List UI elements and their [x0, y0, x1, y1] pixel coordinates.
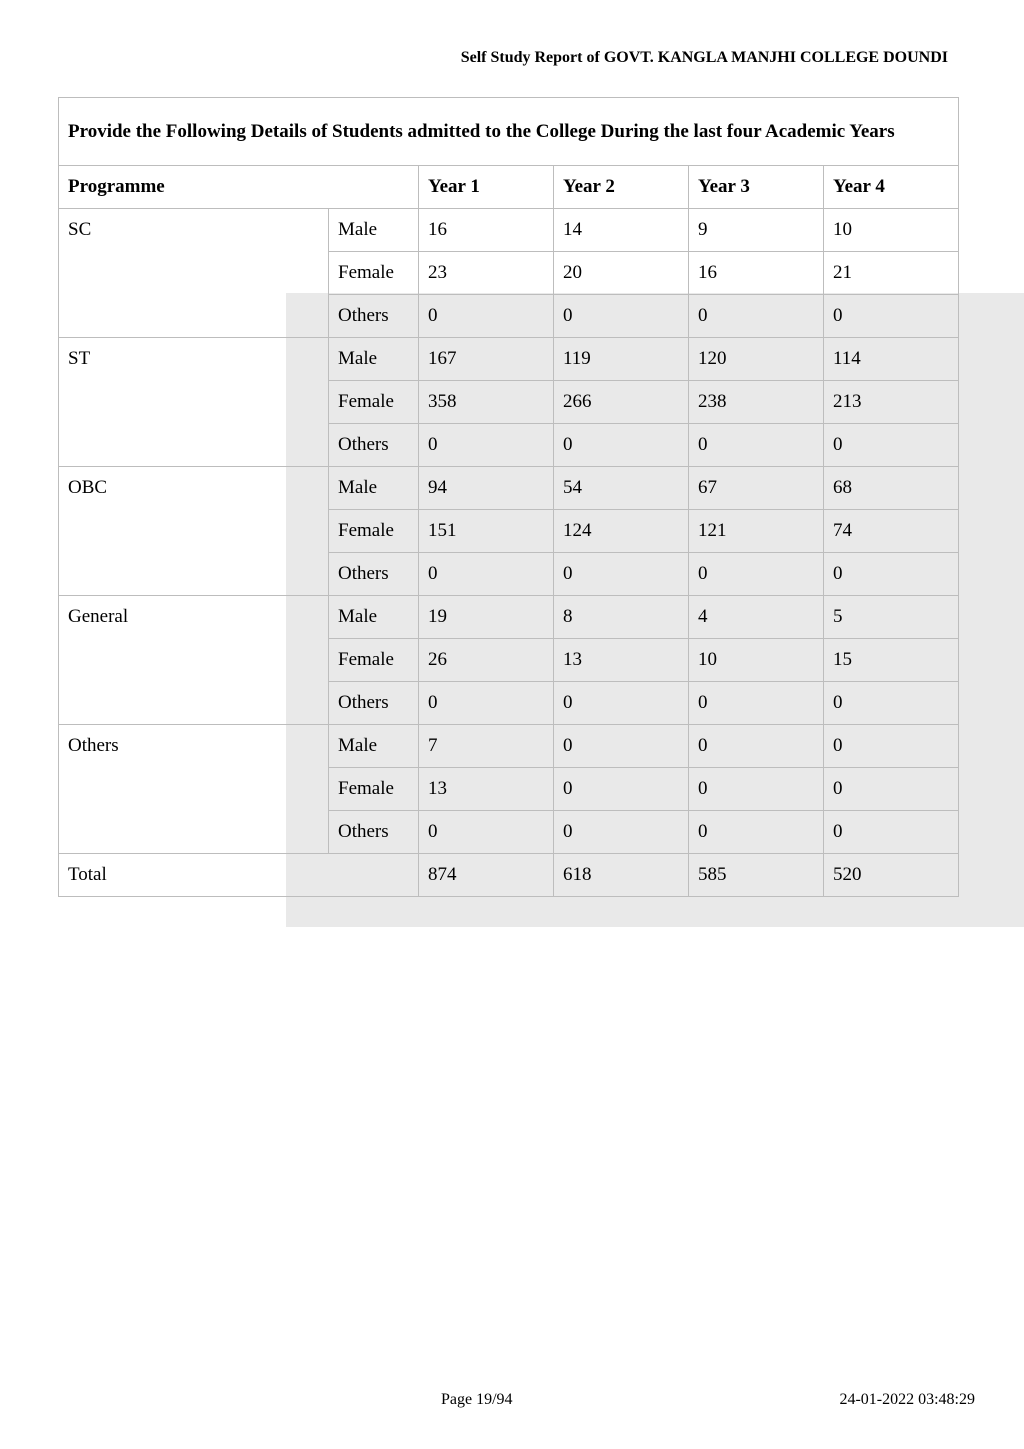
value-cell: 114: [824, 338, 959, 381]
value-cell: 0: [689, 811, 824, 854]
value-cell: 15: [824, 639, 959, 682]
header-year-2: Year 2: [554, 166, 689, 209]
value-cell: 7: [419, 725, 554, 768]
value-cell: 0: [689, 682, 824, 725]
value-cell: 54: [554, 467, 689, 510]
value-cell: 94: [419, 467, 554, 510]
value-cell: 26: [419, 639, 554, 682]
value-cell: 119: [554, 338, 689, 381]
value-cell: 10: [824, 209, 959, 252]
value-cell: 13: [554, 639, 689, 682]
report-header: Self Study Report of GOVT. KANGLA MANJHI COLLEGE DOUNDI: [460, 49, 948, 66]
total-value-cell: 874: [419, 854, 554, 897]
value-cell: 16: [689, 252, 824, 295]
category-cell: OBC: [59, 467, 329, 596]
gender-cell: Male: [329, 596, 419, 639]
value-cell: 0: [824, 295, 959, 338]
value-cell: 23: [419, 252, 554, 295]
gender-cell: Female: [329, 381, 419, 424]
page-number: Page 19/94: [441, 1391, 513, 1408]
table-header-row: [59, 166, 959, 209]
generated-datetime: 24-01-2022 03:48:29: [839, 1391, 975, 1408]
header-year-1: Year 1: [419, 166, 554, 209]
value-cell: 0: [689, 295, 824, 338]
category-cell: ST: [59, 338, 329, 467]
header-year-4: Year 4: [824, 166, 959, 209]
table-title: Provide the Following Details of Students admitted to the College During the last four Academic Years: [59, 98, 959, 166]
value-cell: 5: [824, 596, 959, 639]
value-cell: 0: [824, 682, 959, 725]
value-cell: 4: [689, 596, 824, 639]
value-cell: 16: [419, 209, 554, 252]
value-cell: 0: [419, 424, 554, 467]
table-row: [59, 209, 959, 252]
gender-cell: Male: [329, 725, 419, 768]
value-cell: 9: [689, 209, 824, 252]
gender-cell: Male: [329, 209, 419, 252]
value-cell: 0: [554, 725, 689, 768]
value-cell: 0: [419, 553, 554, 596]
value-cell: 0: [554, 295, 689, 338]
value-cell: 21: [824, 252, 959, 295]
header-year-3: Year 3: [689, 166, 824, 209]
category-cell: SC: [59, 209, 329, 338]
value-cell: 20: [554, 252, 689, 295]
value-cell: 0: [554, 553, 689, 596]
value-cell: 0: [554, 682, 689, 725]
gender-cell: Male: [329, 338, 419, 381]
gender-cell: Male: [329, 467, 419, 510]
students-admitted-table: [58, 97, 959, 897]
value-cell: 0: [824, 424, 959, 467]
value-cell: 0: [824, 725, 959, 768]
gender-cell: Female: [329, 510, 419, 553]
value-cell: 120: [689, 338, 824, 381]
gender-cell: Others: [329, 424, 419, 467]
value-cell: 167: [419, 338, 554, 381]
value-cell: 0: [689, 424, 824, 467]
value-cell: 0: [554, 811, 689, 854]
value-cell: 0: [824, 811, 959, 854]
total-row: [59, 854, 959, 897]
category-cell: General: [59, 596, 329, 725]
value-cell: 124: [554, 510, 689, 553]
gender-cell: Others: [329, 682, 419, 725]
gender-cell: Female: [329, 639, 419, 682]
gender-cell: Female: [329, 768, 419, 811]
total-label: Total: [59, 854, 419, 897]
value-cell: 0: [689, 768, 824, 811]
value-cell: 74: [824, 510, 959, 553]
value-cell: 0: [689, 553, 824, 596]
value-cell: 0: [824, 768, 959, 811]
value-cell: 0: [419, 295, 554, 338]
value-cell: 13: [419, 768, 554, 811]
table-row: [59, 338, 959, 381]
value-cell: 0: [554, 768, 689, 811]
header-programme: Programme: [59, 166, 419, 209]
value-cell: 0: [554, 424, 689, 467]
gender-cell: Others: [329, 295, 419, 338]
table-row: [59, 467, 959, 510]
value-cell: 14: [554, 209, 689, 252]
value-cell: 10: [689, 639, 824, 682]
value-cell: 0: [824, 553, 959, 596]
value-cell: 19: [419, 596, 554, 639]
gender-cell: Others: [329, 553, 419, 596]
total-value-cell: 618: [554, 854, 689, 897]
value-cell: 266: [554, 381, 689, 424]
value-cell: 67: [689, 467, 824, 510]
table-row: [59, 596, 959, 639]
value-cell: 213: [824, 381, 959, 424]
category-cell: Others: [59, 725, 329, 854]
value-cell: 121: [689, 510, 824, 553]
value-cell: 151: [419, 510, 554, 553]
value-cell: 68: [824, 467, 959, 510]
value-cell: 238: [689, 381, 824, 424]
value-cell: 8: [554, 596, 689, 639]
table-row: [59, 725, 959, 768]
total-value-cell: 520: [824, 854, 959, 897]
value-cell: 358: [419, 381, 554, 424]
value-cell: 0: [419, 682, 554, 725]
gender-cell: Female: [329, 252, 419, 295]
gender-cell: Others: [329, 811, 419, 854]
value-cell: 0: [689, 725, 824, 768]
value-cell: 0: [419, 811, 554, 854]
total-value-cell: 585: [689, 854, 824, 897]
